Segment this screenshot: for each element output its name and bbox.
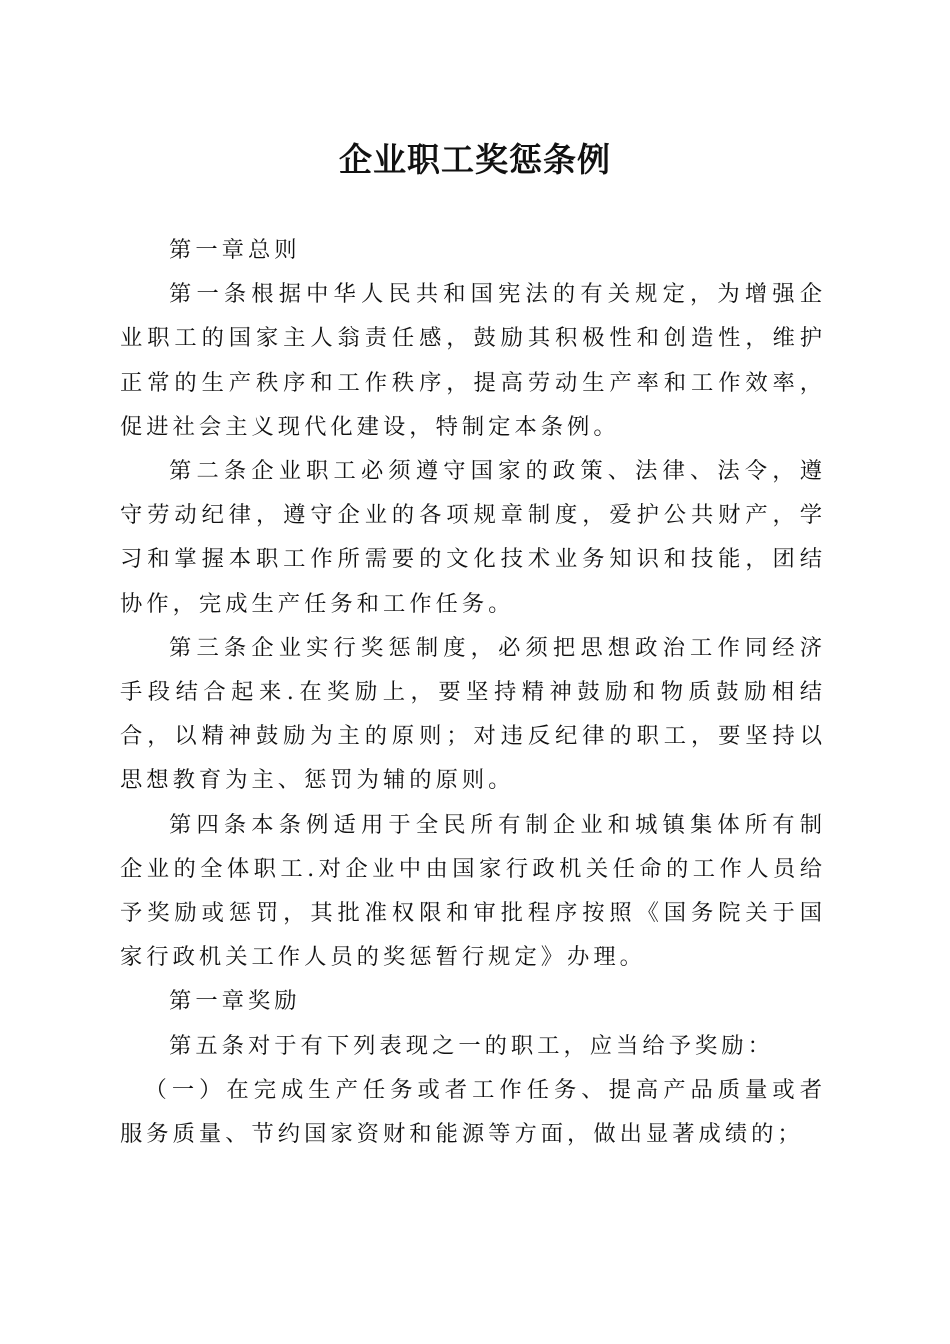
article-1-paragraph: 第一条根据中华人民共和国宪法的有关规定，为增强企业职工的国家主人翁责任感，鼓励其积极性和创造性，维护正常的生产秩序和工作秩序，提高劳动生产率和工作效率，促进社会主义现代化建设，特制定本条例。 bbox=[120, 281, 826, 440]
document-title: 企业职工奖惩条例 bbox=[339, 140, 611, 179]
chapter-heading-general: 第一章总则 bbox=[169, 237, 301, 263]
article-5-paragraph: 第五条对于有下列表现之一的职工，应当给予奖励： bbox=[169, 1032, 774, 1059]
article-5-item-1: （一）在完成生产任务或者工作任务、提高产品质量或者服务质量、节约国家资财和能源等方面，做出显著成绩的； bbox=[120, 1076, 826, 1148]
article-4-paragraph: 第四条本条例适用于全民所有制企业和城镇集体所有制企业的全体职工.对企业中由国家行政机关任命的工作人员给予奖励或惩罚，其批准权限和审批程序按照《国务院关于国家行政机关工作人员的奖惩暂行规定》办理。 bbox=[120, 811, 826, 971]
document-body bbox=[120, 228, 826, 1156]
article-2-paragraph: 第二条企业职工必须遵守国家的政策、法律、法令，遵守劳动纪律，遵守企业的各项规章制度，爱护公共财产，学习和掌握本职工作所需要的文化技术业务知识和技能，团结协作，完成生产任务和工作任务。 bbox=[120, 458, 826, 617]
article-3-paragraph: 第三条企业实行奖惩制度，必须把思想政治工作同经济手段结合起来.在奖励上，要坚持精神鼓励和物质鼓励相结合，以精神鼓励为主的原则；对违反纪律的职工，要坚持以思想教育为主、惩罚为辅的原则。 bbox=[120, 634, 826, 794]
chapter-heading-rewards: 第一章奖励 bbox=[169, 988, 301, 1015]
